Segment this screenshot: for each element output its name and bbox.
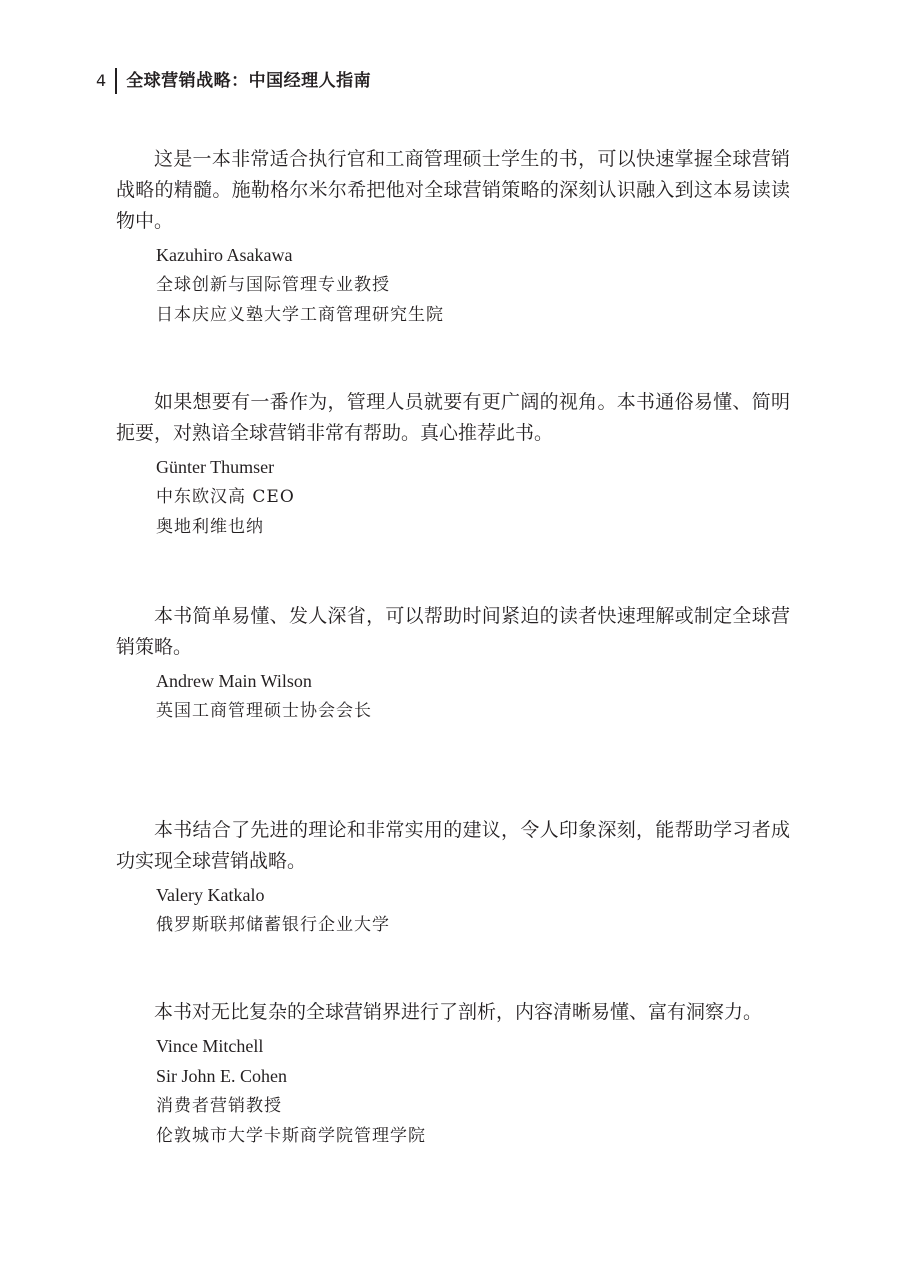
- book-title: 全球营销战略：中国经理人指南: [126, 71, 372, 91]
- endorser-name: Sir John E. Cohen: [156, 1066, 288, 1086]
- endorser-title: 全球创新与国际管理专业教授: [156, 275, 390, 295]
- testimonial-attribution: [116, 240, 790, 330]
- endorser-name: Vince Mitchell: [156, 1036, 264, 1056]
- endorser-name: Günter Thumser: [156, 457, 275, 477]
- testimonial-katkalo: [116, 815, 790, 940]
- endorser-affiliation: 日本庆应义塾大学工商管理研究生院: [156, 305, 444, 325]
- testimonial-quote: 本书简单易懂、发人深省，可以帮助时间紧迫的读者快速理解或制定全球营销策略。: [116, 605, 790, 658]
- testimonial-wilson: [116, 601, 790, 726]
- testimonial-quote: 本书对无比复杂的全球营销界进行了剖析，内容清晰易懂、富有洞察力。: [154, 1001, 763, 1023]
- endorser-name: Valery Katkalo: [156, 885, 265, 905]
- testimonial-quote: 本书结合了先进的理论和非常实用的建议，令人印象深刻，能帮助学习者成功实现全球营销战略。: [116, 819, 790, 872]
- testimonial-quote: 这是一本非常适合执行官和工商管理硕士学生的书，可以快速掌握全球营销战略的精髓。施勒格尔米尔希把他对全球营销策略的深刻认识融入到这本易读读物中。: [116, 148, 790, 232]
- endorser-name: Andrew Main Wilson: [156, 671, 312, 691]
- testimonial-attribution: [116, 1031, 790, 1151]
- endorser-title: 英国工商管理硕士协会会长: [156, 701, 372, 721]
- endorser-location: 奥地利维也纳: [156, 517, 264, 537]
- testimonial-quote: 如果想要有一番作为，管理人员就要有更广阔的视角。本书通俗易懂、简明扼要，对熟谙全球营销非常有帮助。真心推荐此书。: [116, 391, 790, 444]
- endorser-title: 消费者营销教授: [156, 1096, 282, 1116]
- testimonial-attribution: [116, 880, 790, 940]
- endorser-affiliation: 俄罗斯联邦储蓄银行企业大学: [156, 915, 390, 935]
- testimonial-attribution: [116, 452, 790, 542]
- endorser-affiliation: 伦敦城市大学卡斯商学院管理学院: [156, 1126, 426, 1146]
- running-header: [96, 68, 371, 94]
- endorser-name: Kazuhiro Asakawa: [156, 245, 293, 265]
- header-divider: [115, 68, 117, 94]
- testimonial-mitchell-cohen: [116, 997, 790, 1151]
- testimonial-attribution: [116, 666, 790, 726]
- endorser-title: 中东欧汉高 CEO: [156, 487, 295, 507]
- testimonial-asakawa: [116, 144, 790, 330]
- testimonial-thumser: [116, 387, 790, 542]
- page-number: 4: [96, 71, 107, 90]
